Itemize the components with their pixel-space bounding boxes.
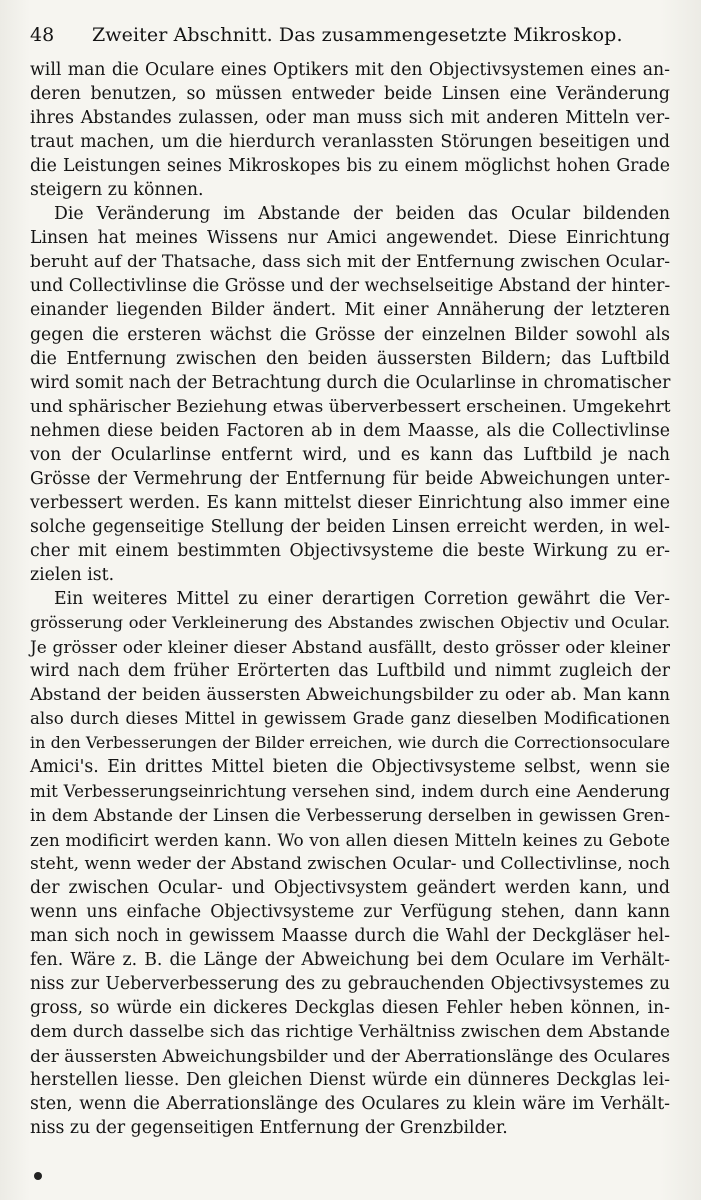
text-line: also durch dieses Mittel in gewissem Grade ganz dieselben Modificationen — [30, 709, 670, 729]
text-line: steigern zu können. — [30, 180, 204, 201]
text-line: will man die Oculare eines Optikers mit den Objectivsystemen eines an- — [30, 60, 670, 80]
text-line: verbessert werden. Es kann mittelst dieser Einrichtung also immer eine — [30, 492, 670, 513]
text-line: mit Verbesserungseinrichtung versehen sind, indem durch eine Aenderung — [30, 781, 670, 802]
text-line: grösserung oder Verkleinerung des Abstandes zwischen Objectiv und Ocular. — [30, 613, 670, 633]
text-line: niss zur Ueberverbesserung des zu gebrauchenden Objectivsystemes zu — [30, 973, 670, 994]
text-line: ihres Abstandes zulassen, oder man muss sich mit anderen Mitteln ver- — [30, 108, 670, 129]
text-line: Je grösser oder kleiner dieser Abstand ausfällt, desto grösser oder kleiner — [30, 637, 670, 658]
text-line: Ein weiteres Mittel zu einer derartigen Corretion gewährt die Ver- — [54, 589, 670, 610]
text-line: und Collectivlinse die Grösse und der wechselseitige Abstand der hinter- — [30, 276, 671, 297]
text-line: der zwischen Ocular- und Objectivsystem geändert werden kann, und — [30, 877, 670, 898]
text-line: der äussersten Abweichungsbilder und der Aberrationslänge des Oculares — [30, 1045, 670, 1066]
text-line: in den Verbesserungen der Bilder erreichen, wie durch die Correctionsoculare — [30, 733, 670, 753]
ink-dot — [34, 1172, 42, 1180]
text-line: von der Ocularlinse entfernt wird, und es kann das Luftbild je nach — [30, 444, 670, 465]
page-number: 48 — [30, 24, 55, 46]
text-line: Amici's. Ein drittes Mittel bieten die Objectivsysteme selbst, wenn sie — [30, 757, 670, 778]
text-line: sten, wenn die Aberrationslänge des Oculares zu klein wäre im Verhält- — [30, 1094, 670, 1115]
paragraph-2 — [30, 202, 670, 587]
text-line: fen. Wäre z. B. die Länge der Abweichung bei dem Oculare im Verhält- — [30, 949, 670, 970]
text-line: wenn uns einfache Objectivsysteme zur Verfügung stehen, dann kann — [30, 901, 670, 922]
text-line: cher mit einem bestimmten Objectivsysteme die beste Wirkung zu er- — [30, 540, 670, 561]
text-line: herstellen liesse. Den gleichen Dienst würde ein dünneres Deckglas lei- — [30, 1069, 670, 1090]
text-line: und sphärischer Beziehung etwas überverbessert erscheinen. Umgekehrt — [30, 396, 671, 417]
text-line: beruht auf der Thatsache, dass sich mit der Entfernung zwischen Ocular- — [30, 252, 670, 273]
paragraph-3 — [30, 587, 670, 1140]
text-line: zielen ist. — [30, 564, 115, 585]
text-line: dem durch dasselbe sich das richtige Verhältniss zwischen dem Abstande — [30, 1021, 670, 1042]
text-line: gegen die ersteren wächst die Grösse der einzelnen Bilder sowohl als — [30, 324, 670, 345]
paragraph-1 — [30, 58, 670, 202]
text-line: wird nach dem früher Erörterten das Luftbild und nimmt zugleich der — [30, 661, 670, 682]
text-line: einander liegenden Bilder ändert. Mit einer Annäherung der letzteren — [30, 300, 670, 321]
text-line: traut machen, um die hierdurch veranlassten Störungen beseitigen und — [30, 132, 670, 153]
running-title: Zweiter Abschnitt. Das zusammengesetzte Mikroskop. — [92, 24, 623, 46]
text-line: Abstand der beiden äussersten Abweichungsbilder zu oder ab. Man kann — [30, 685, 670, 706]
text-line: Grösse der Vermehrung der Entfernung für beide Abweichungen unter- — [30, 468, 670, 489]
page-header — [30, 20, 670, 50]
text-line: nehmen diese beiden Factoren ab in dem Maasse, als die Collectivlinse — [30, 420, 670, 441]
text-line: niss zu der gegenseitigen Entfernung der Grenzbilder. — [30, 1118, 508, 1139]
text-line: gross, so würde ein dickeres Deckglas diesen Fehler heben können, in- — [30, 997, 670, 1018]
text-line: die Entfernung zwischen den beiden äussersten Bildern; das Luftbild — [30, 348, 670, 369]
text-line: die Leistungen seines Mikroskopes bis zu einem möglichst hohen Grade — [30, 156, 670, 177]
text-line: solche gegenseitige Stellung der beiden Linsen erreicht werden, in wel- — [30, 516, 670, 537]
text-line: steht, wenn weder der Abstand zwischen Ocular- und Collectivlinse, noch — [30, 853, 670, 874]
text-line: Die Veränderung im Abstande der beiden das Ocular bildenden — [54, 204, 670, 225]
text-line: man sich noch in gewissem Maasse durch die Wahl der Deckgläser hel- — [30, 925, 670, 946]
text-line: zen modificirt werden kann. Wo von allen diesen Mitteln keines zu Gebote — [30, 829, 670, 850]
body-text — [30, 58, 670, 1140]
text-line: wird somit nach der Betrachtung durch die Ocularlinse in chromatischer — [30, 372, 671, 393]
text-line: in dem Abstande der Linsen die Verbesserung derselben in gewissen Gren- — [30, 805, 670, 826]
text-line: deren benutzen, so müssen entweder beide Linsen eine Veränderung — [30, 84, 670, 105]
text-line: Linsen hat meines Wissens nur Amici angewendet. Diese Einrichtung — [30, 228, 670, 249]
